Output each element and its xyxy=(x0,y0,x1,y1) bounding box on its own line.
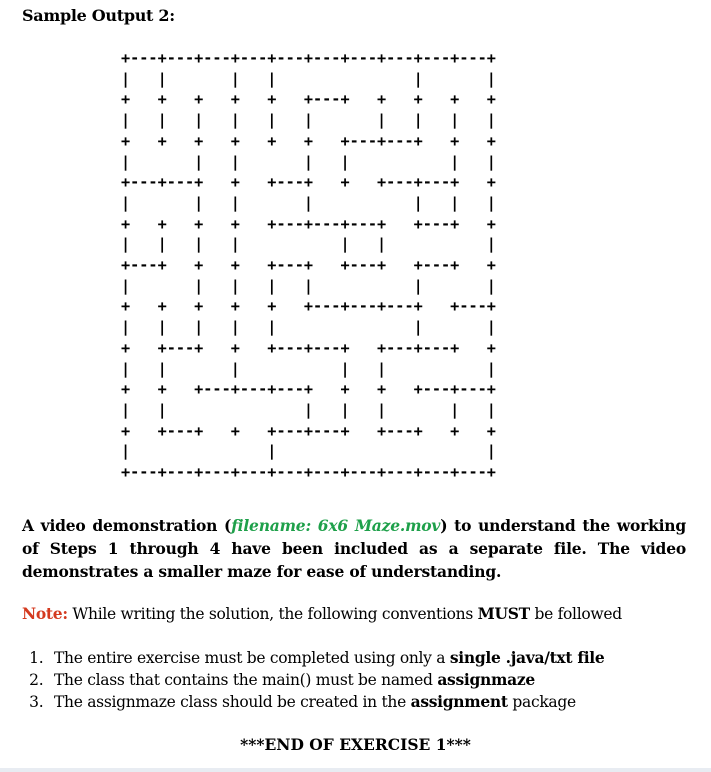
maze-row: + +---+ + +---+---+ +---+---+ + xyxy=(121,338,496,357)
paragraph-post: ) to understand the working of Steps 1 through 4 have been included as a separate file. The video demonstrates a smaller maze for ease of understanding. xyxy=(22,516,687,581)
maze-row: | | | | | | xyxy=(121,359,496,378)
convention-item xyxy=(48,691,604,713)
maze-row: +---+ + + +---+ +---+ +---+ + xyxy=(121,256,496,275)
page-bottom-divider xyxy=(0,768,711,772)
paragraph-pre: A video demonstration ( xyxy=(22,516,232,535)
note-text-after: be followed xyxy=(529,605,622,623)
convention-text: The entire exercise must be completed using only a xyxy=(54,649,450,667)
convention-bold: single .java/txt file xyxy=(449,648,605,667)
maze-row: +---+---+---+---+---+---+---+---+---+---+ xyxy=(121,49,496,67)
maze-row: | | | | | | | | | | xyxy=(121,111,496,130)
maze-row: | | | | | | | xyxy=(121,318,496,337)
convention-item xyxy=(48,669,604,691)
note-text-before: While writing the solution, the following conventions xyxy=(67,605,478,623)
maze-row: | | | xyxy=(121,442,496,461)
convention-bold: assignment xyxy=(410,692,508,711)
maze-row: + + + + + +---+ + + + + xyxy=(121,90,496,109)
filename-text: filename: 6x6 Maze.mov xyxy=(231,516,441,535)
convention-item xyxy=(48,647,604,669)
convention-text: The assignmaze class should be created in the xyxy=(54,693,411,711)
conventions-list xyxy=(26,647,604,713)
maze-row: | | | | | | | xyxy=(121,193,496,212)
maze-row: | | | | | | | xyxy=(121,235,496,254)
section-heading: Sample Output 2: xyxy=(22,6,175,25)
maze-row: + +---+ + +---+---+ +---+ + + xyxy=(121,421,496,440)
convention-text: The class that contains the main() must be named xyxy=(54,671,438,689)
maze-row: +---+---+---+---+---+---+---+---+---+---+ xyxy=(121,463,496,482)
end-of-exercise: ***END OF EXERCISE 1*** xyxy=(240,735,471,754)
video-paragraph xyxy=(22,514,686,583)
maze-row: | | | | | | | xyxy=(121,400,496,419)
note-line xyxy=(22,603,622,625)
maze-row: + + + + + +---+---+---+ +---+ xyxy=(121,297,496,316)
maze-row: + + + + +---+---+---+ +---+ + xyxy=(121,214,496,233)
convention-bold: assignmaze xyxy=(437,670,535,689)
maze-row: + + +---+---+---+ + + +---+---+ xyxy=(121,380,496,399)
note-label: Note: xyxy=(22,604,68,623)
convention-after: package xyxy=(507,693,576,711)
maze-row: | | | | | | | xyxy=(121,152,496,171)
maze-row: + + + + + + +---+---+ + + xyxy=(121,131,496,150)
maze-output xyxy=(121,48,496,483)
maze-row: +---+---+ + +---+ + +---+---+ + xyxy=(121,173,496,192)
maze-row: | | | | | | xyxy=(121,69,496,88)
maze-row: | | | | | | | xyxy=(121,276,496,295)
note-must: MUST xyxy=(477,604,530,623)
